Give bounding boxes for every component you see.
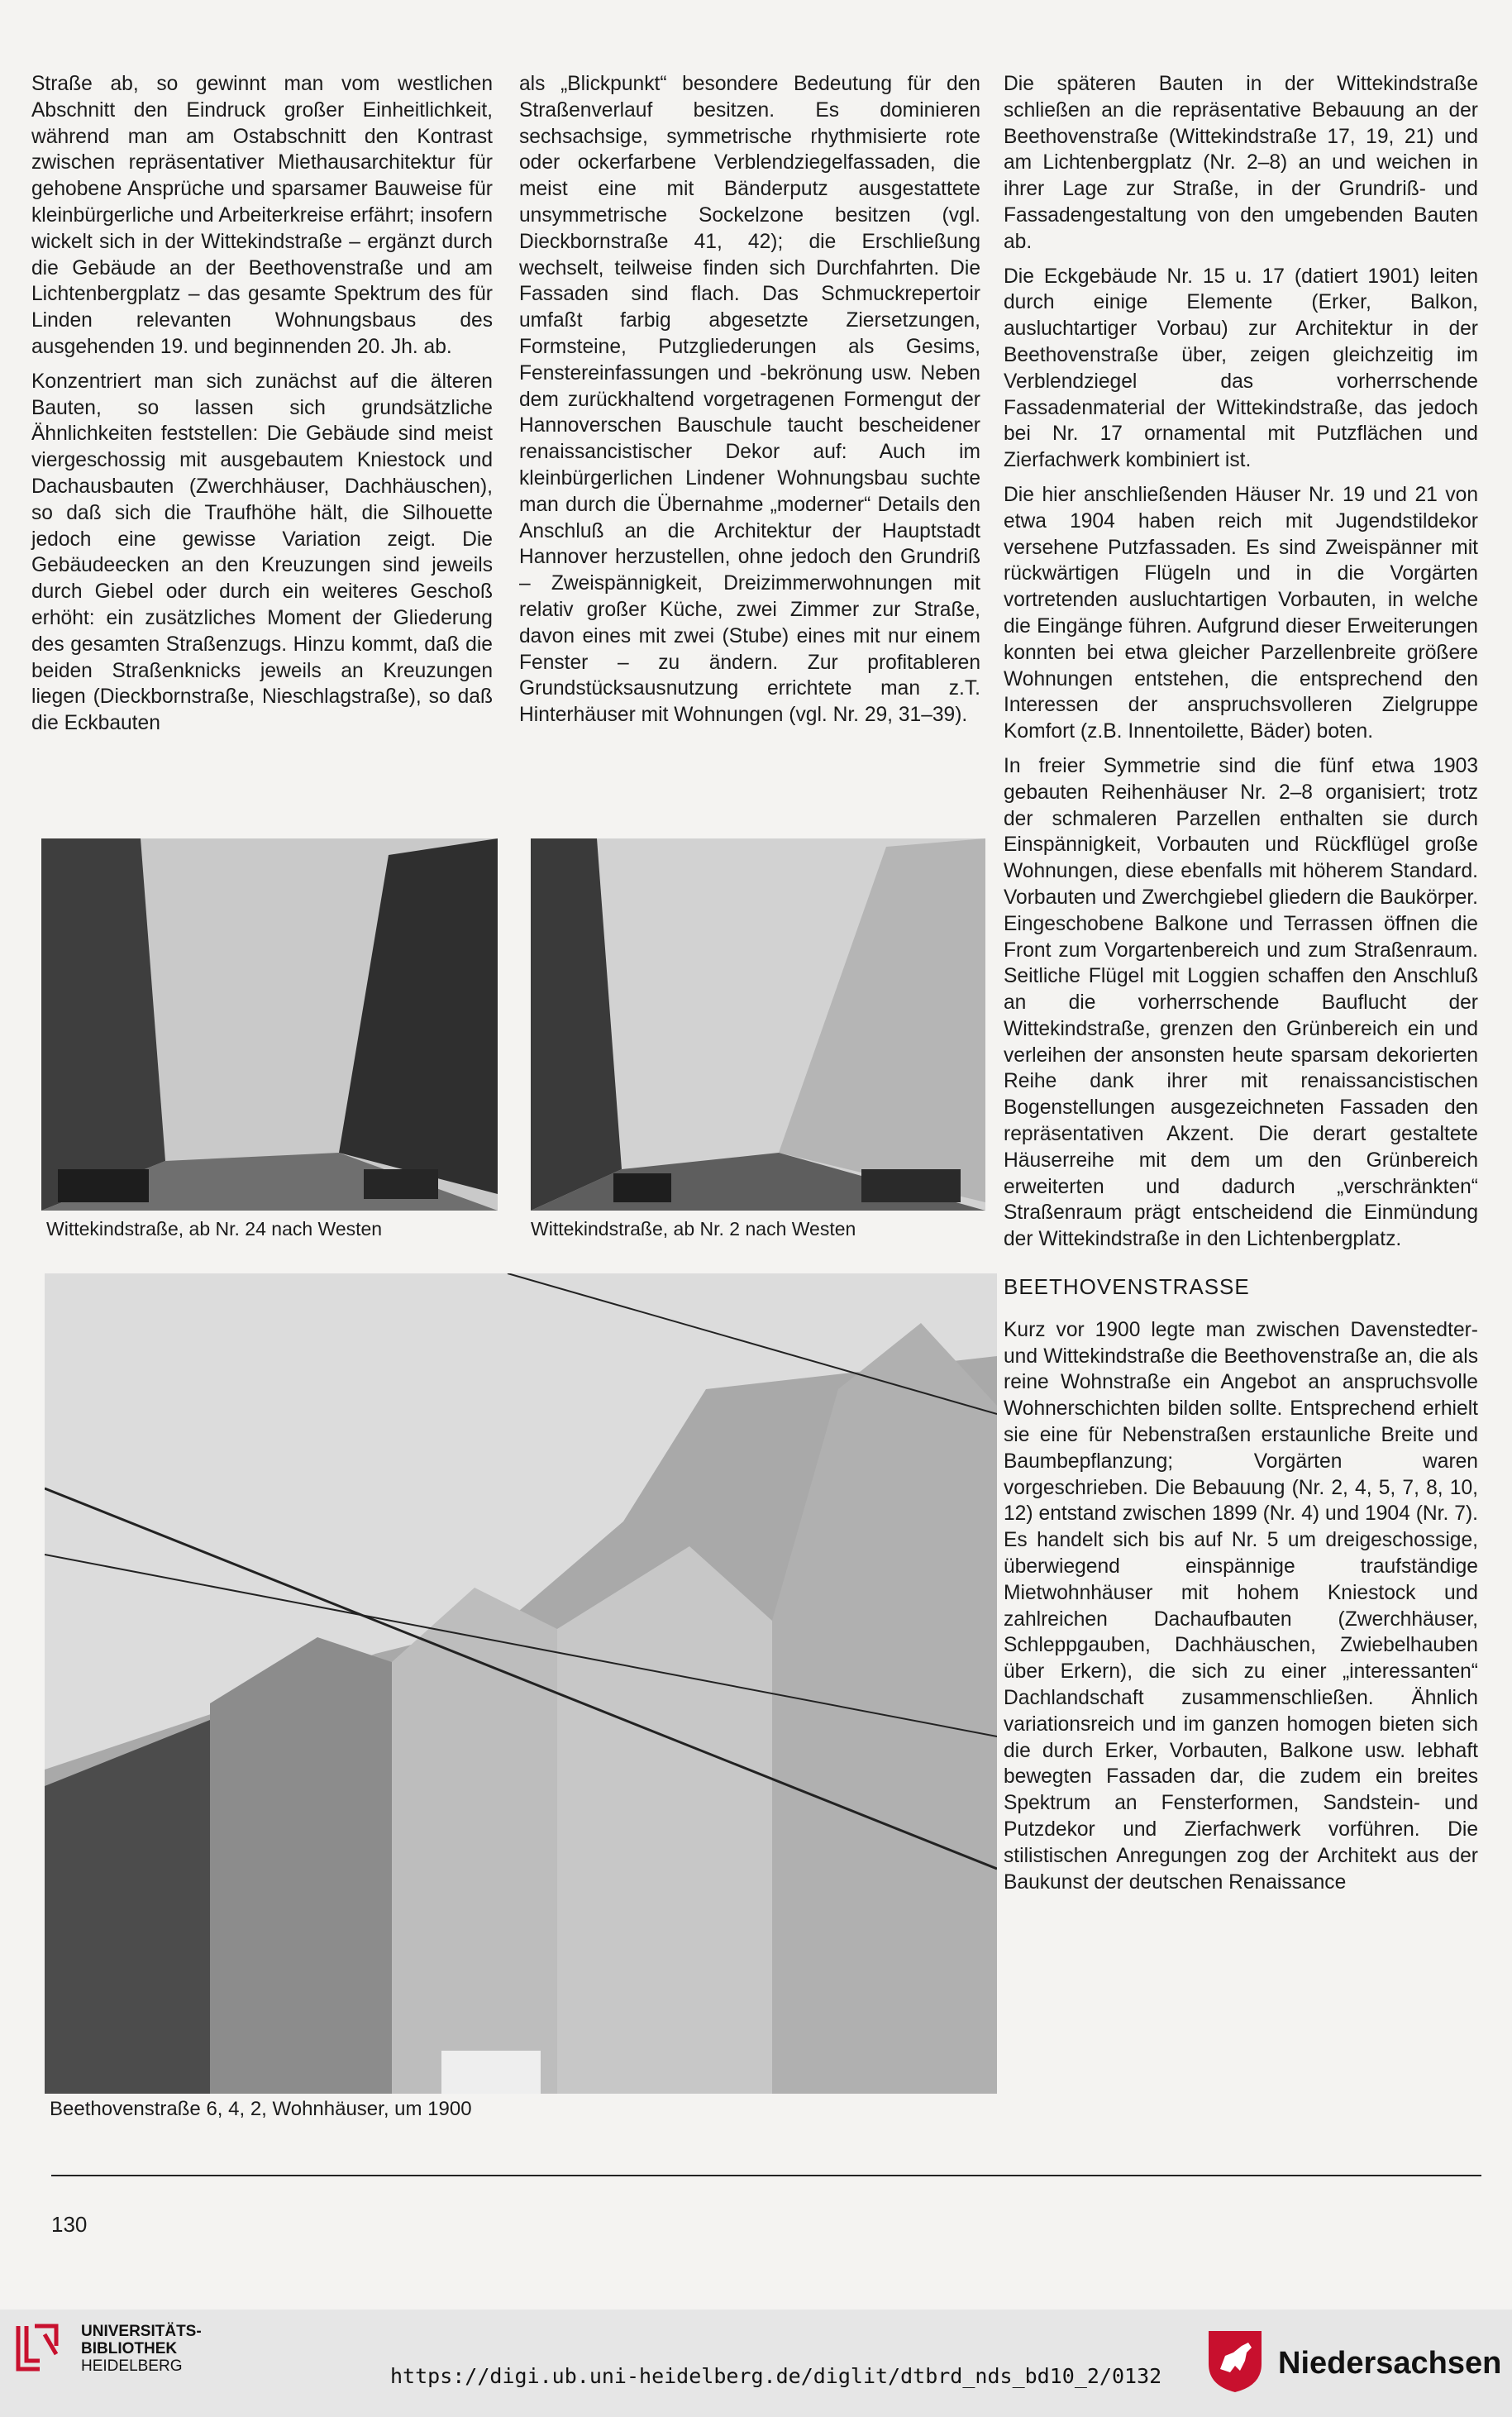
- bottom-rule: [51, 2175, 1481, 2176]
- photo-beethovenstrasse: [45, 1273, 997, 2094]
- footer-bar: [0, 2310, 1512, 2417]
- caption-photo-3: Beethovenstraße 6, 4, 2, Wohnhäuser, um 1900: [50, 2098, 472, 2120]
- paragraph: In freier Symmetrie sind die fünf etwa 1903 gebauten Reihenhäuser Nr. 2–8 organisiert; trotz der schmaleren Parzellen enthalten sie durch Einspännigkeit, Vorbauten und Rückflügel große Wohnungen, diese ebenfalls mit höherem Standard. Vorbauten und Zwerchgiebel gliedern die Baukörper. Eingeschobene Balkone und Terrassen öffnen die Front zum Vorgartenbereich und zum Straßenraum. Seitliche Flügel mit Loggien schaffen den Anschluß an die vorherrschende Bauflucht der Wittekindstraße, grenzen den Grünbereich ein und verleihen der ansonsten heute sparsam dekorierten Reihe dank ihrer mit renaissancistischen Bogenstellungen ausgezeichneten Fassaden den repräsentativen Akzent. Die derart gestaltete Häuserreihe mit dem um den Grünbereich erweiterten und dadurch „verschränkten“ Straßenraum prägt entscheidend die Einmündung der Wittekindstraße in den Lichtenbergplatz.: [1004, 754, 1478, 1251]
- page-number: 130: [51, 2212, 88, 2237]
- section-heading: BEETHOVENSTRASSE: [1004, 1274, 1250, 1300]
- paragraph: Die späteren Bauten in der Wittekindstraße schließen an die repräsentative Bebauung an der Beethovenstraße (Wittekindstraße 17, 19, 21) und am Lichtenbergplatz (Nr. 2–8) an und weichen in ihrer Lage zur Straße, in der Grundriß- und Fassadengestaltung von den umgebenden Bauten ab.: [1004, 73, 1478, 253]
- source-url-link[interactable]: https://digi.ub.uni-heidelberg.de/diglit/dtbrd_nds_bd10_2/0132: [390, 2364, 1162, 2388]
- library-line-3: HEIDELBERG: [81, 2357, 183, 2375]
- text-column-2: [519, 71, 980, 737]
- photo-wittekindstrasse-2: [531, 838, 985, 1211]
- paragraph: Straße ab, so gewinnt man vom westlichen Abschnitt den Eindruck großer Einheitlichkeit, während man am Ostabschnitt den Kontrast zwischen repräsentativer Miethausarchitektur für gehobene Ansprüche und sparsamer Bauweise für kleinbürgerliche und Arbeiterkreise erfährt; insofern wickelt sich in der Wittekindstraße – ergänzt durch die Gebäude an der Beethovenstraße und am Lichtenbergplatz – das gesamte Spektrum des für Linden relevanten Wohnungsbaus des ausgehenden 19. und beginnenden 20. Jh. ab.: [31, 73, 493, 358]
- text-column-3: [1004, 71, 1478, 1904]
- library-line-1: UNIVERSITÄTS-: [81, 2323, 202, 2340]
- caption-photo-1: Wittekindstraße, ab Nr. 24 nach Westen: [46, 1218, 383, 1240]
- library-line-2: BIBLIOTHEK: [81, 2340, 178, 2357]
- paragraph: Konzentriert man sich zunächst auf die älteren Bauten, so lassen sich grundsätzliche Ähnlichkeiten feststellen: Die Gebäude sind meist viergeschossig mit ausgebautem Kniestock und Dachausbauten (Zwerchhäuser, Dachhäuschen), so daß sich die Traufhöhe hält, die Silhouette jedoch eine gewisse Variation zeigt. Die Gebäudeecken an den Kreuzungen sind jeweils durch Giebel oder durch ein weiteres Geschoß erhöht: ein zusätzliches Moment der Gliederung des gesamten Straßenzugs. Hinzu kommt, daß die beiden Straßenknicks jeweils an Kreuzungen liegen (Dieckbornstraße, Nieschlagstraße), so daß die Eckbauten: [31, 370, 493, 735]
- photo-wittekindstrasse-24: [41, 838, 498, 1211]
- text-column-1: [31, 71, 493, 745]
- caption-photo-2: Wittekindstraße, ab Nr. 2 nach Westen: [531, 1218, 856, 1240]
- paragraph: Die Eckgebäude Nr. 15 u. 17 (datiert 1901) leiten durch einige Elemente (Erker, Balkon, ausluchtartiger Vorbau) zur Architektur in der Beethovenstraße über, zeigen gleichzeitig im Verblendziegel das vorherrschende Fassadenmaterial der Wittekindstraße, das jedoch bei Nr. 17 ornamental mit Putzflächen und Zierfachwerk kombiniert ist.: [1004, 265, 1478, 472]
- paragraph: als „Blickpunkt“ besondere Bedeutung für den Straßenverlauf besitzen. Es dominieren sechsachsige, symmetrische rhythmisierte rote oder ockerfarbene Verblendziegelfassaden, die meist eine mit Bänderputz ausgestattete unsymmetrische Sockelzone besitzen (vgl. Dieckbornstraße 41, 42); die Erschließung wechselt, teilweise finden sich Durchfahrten. Die Fassaden sind flach. Das Schmuckrepertoir umfaßt farbig abgesetzte Ziersetzungen, Formsteine, Putzgliederungen als Gesims, Fenstereinfassungen und -bekrönung usw. Neben dem zurückhaltend vorgetragenen Formengut der Hannoverschen Bauschule taucht bescheidener renaissancistischer Dekor auf: Auch im kleinbürgerlichen Lindener Wohnungsbau suchte man durch die Übernahme „moderner“ Details den Anschluß an die Architektur der Hauptstadt Hannover herzustellen, ohne jedoch den Grundriß – Zweispännigkeit, Dreizimmerwohnungen mit relativ großer Küche, zwei Zimmer zur Straße, davon eines mit zwei (Stube) eines mit nur einem Fenster – zu ändern. Zur profitableren Grundstücksausnutzung errichtete man z.T. Hinterhäuser mit Wohnungen (vgl. Nr. 29, 31–39).: [519, 73, 980, 727]
- university-library-logo-icon: [15, 2321, 64, 2372]
- state-name: Niedersachsen: [1278, 2346, 1502, 2381]
- niedersachsen-horse-logo-icon: [1205, 2328, 1265, 2394]
- paragraph: Kurz vor 1900 legte man zwischen Davenstedter- und Wittekindstraße die Beethovenstraße an, die als reine Wohnstraße ein Angebot an anspruchsvolle Wohnerschichten bilden sollte. Entsprechend erhielt sie eine für Nebenstraßen erstaunliche Breite und Baumbepflanzung; Vorgärten waren vorgeschrieben. Die Bebauung (Nr. 2, 4, 5, 7, 8, 10, 12) entstand zwischen 1899 (Nr. 4) und 1904 (Nr. 7). Es handelt sich bis auf Nr. 5 um dreigeschossige, überwiegend einspännige traufständige Mietwohnhäuser mit hohem Kniestock und zahlreichen Dachaufbauten (Zwerchhäuser, Schleppgauben, Dachhäuschen, Zwiebelhauben über Erkern), die sich zu einer „interessanten“ Dachlandschaft zusammenschließen. Ähnlich variationsreich und im ganzen homogen bieten sich die durch Erker, Vorbauten, Balkone usw. lebhaft bewegten Fassaden dar, die zudem ein breites Spektrum an Fensterformen, Sandstein- und Putzdekor und Zierfachwerk vorführen. Die stilistischen Anregungen zog der Architekt aus der Baukunst der deutschen Renaissance: [1004, 1318, 1478, 1894]
- paragraph: Die hier anschließenden Häuser Nr. 19 und 21 von etwa 1904 haben reich mit Jugendstildekor versehene Putzfassaden. Es sind Zweispänner mit rückwärtigen Flügeln und in die Vorgärten vortretenden ausluchtartigen Vorbauten, in welche die Eingänge führen. Aufgrund dieser Erweiterungen konnten bei etwa gleicher Parzellenbreite größere Wohnungen entstehen, die entsprechend den Interessen der anspruchsvolleren Zielgruppe Komfort (z.B. Innentoilette, Bäder) boten.: [1004, 483, 1478, 743]
- university-library-name: [81, 2323, 202, 2375]
